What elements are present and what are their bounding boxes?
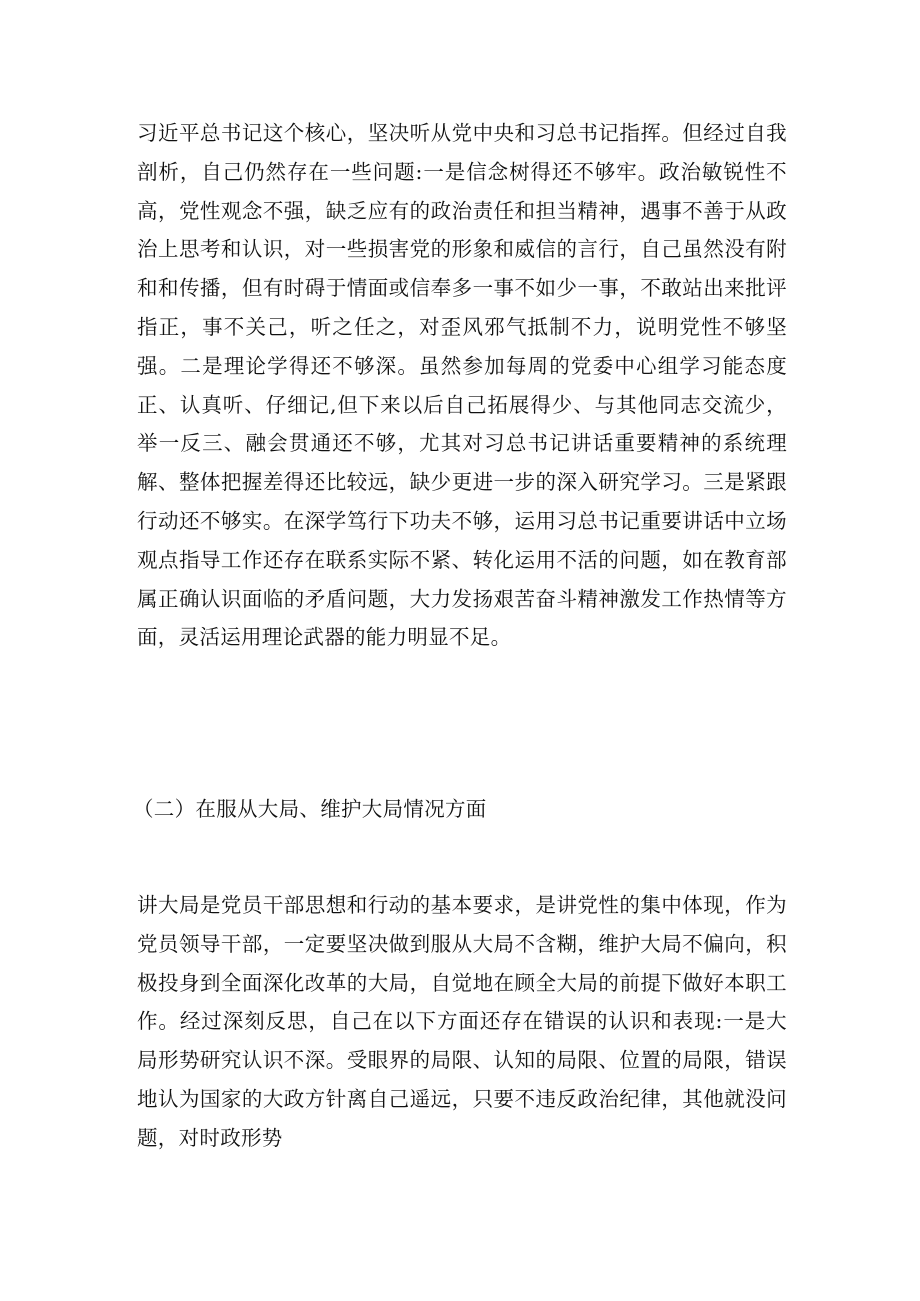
body-paragraph-1: 习近平总书记这个核心，坚决听从党中央和习总书记指挥。但经过自我剖析，自己仍然存在一些问题:一是信念树得还不够牢。政治敏锐性不高，党性观念不强，缺乏应有的政治责任和担当精神，遇事不善于从政治上思考和认识，对一些损害党的形象和威信的言行，自己虽然没有附和和传播，但有时碍于情面或信奉多一事不如少一事，不敢站出来批评指正，事不关己，听之任之，对歪风邪气抵制不力，说明党性不够坚强。二是理论学得还不够深。虽然参加每周的党委中心组学习能态度正、认真听、仔细记,但下来以后自己拓展得少、与其他同志交流少，举一反三、融会贯通还不够，尤其对习总书记讲话重要精神的系统理解、整体把握差得还比较远，缺少更进一步的深入研究学习。三是紧跟行动还不够实。在深学笃行下功夫不够，运用习总书记重要讲话中立场观点指导工作还存在联系实际不紧、转化运用不活的问题，如在教育部属正确认识面临的矛盾问题，大力发扬艰苦奋斗精神激发工作热情等方面，灵活运用理论武器的能力明显不足。	[137, 121, 787, 650]
body-paragraph-2: 讲大局是党员干部思想和行动的基本要求，是讲党性的集中体现，作为党员领导干部，一定要坚决做到服从大局不含糊，维护大局不偏向，积极投身到全面深化改革的大局，自觉地在顾全大局的前提下做好本职工作。经过深刻反思，自己在以下方面还存在错误的认识和表现:一是大局形势研究认识不深。受眼界的局限、认知的局限、位置的局限，错误地认为国家的大政方针离自己遥远，只要不违反政治纪律，其他就没问题，对时政形势	[137, 893, 787, 1150]
section-heading: （二）在服从大局、维护大局情况方面	[133, 797, 487, 821]
